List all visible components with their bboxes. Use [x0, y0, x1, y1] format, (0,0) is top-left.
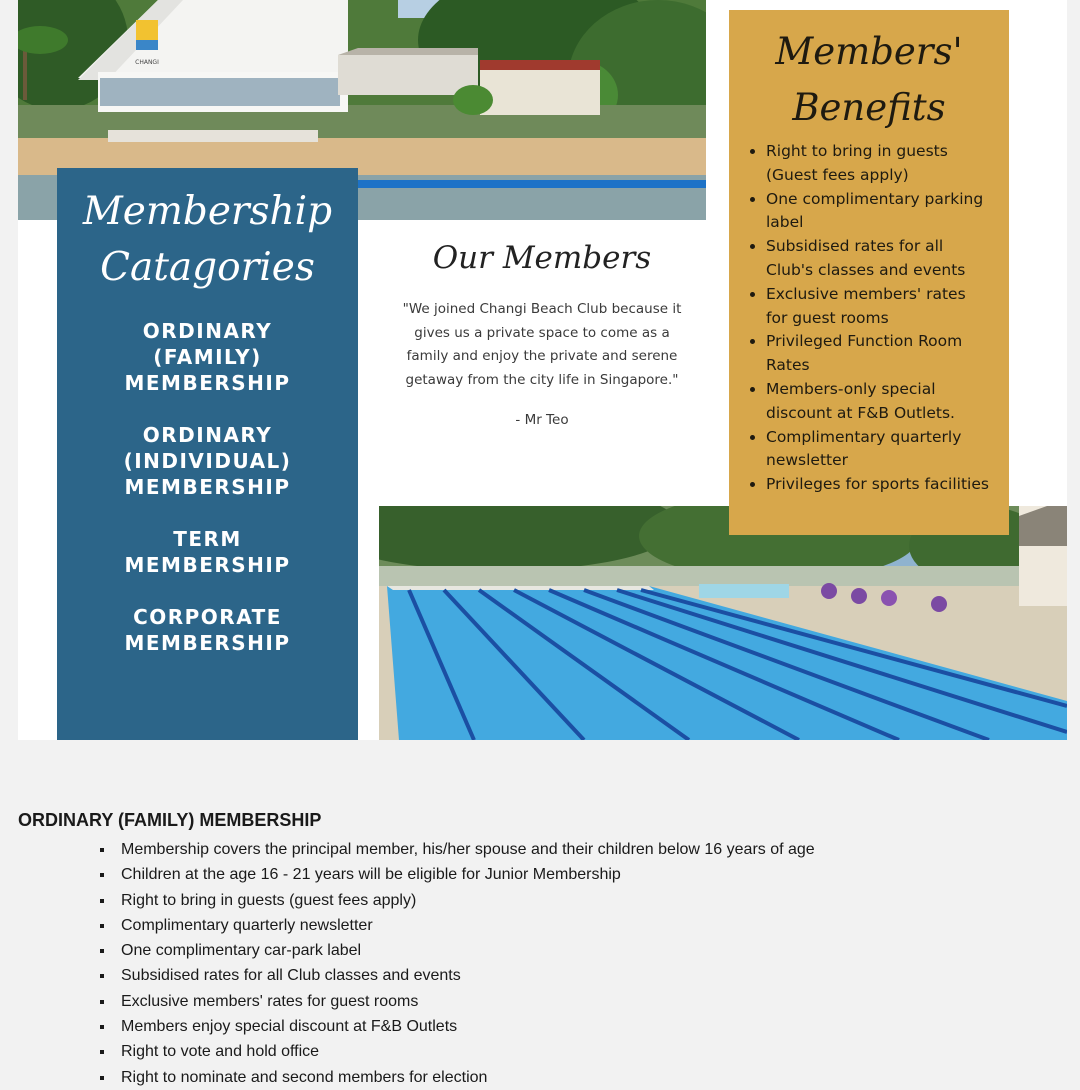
- detail-item: ▪ Complimentary quarterly newsletter: [115, 913, 1068, 938]
- detail-list: [18, 837, 1068, 1090]
- detail-item: ▪ Right to bring in guests (guest fees apply): [115, 888, 1068, 913]
- detail-item: ▪ One complimentary car-park label: [115, 938, 1068, 963]
- benefit-item: • Complimentary quarterly newsletter: [766, 426, 991, 474]
- testimonial-quote: "We joined Changi Beach Club because it gives us a private space to come as a family and enjoy the private and serene getaway from the city life in Singapore.": [402, 301, 682, 388]
- detail-item: ▪ Right to nominate and second members for election: [115, 1065, 1068, 1090]
- categories-list: [57, 318, 358, 656]
- detail-item: ▪ Members enjoy special discount at F&B Outlets: [115, 1014, 1068, 1039]
- category-ordinary-family: ORDINARY (FAMILY) MEMBERSHIP: [124, 319, 291, 395]
- benefit-item: • Privileges for sports facilities: [766, 473, 991, 497]
- detail-item: ▪ Membership covers the principal member, his/her spouse and their children below 16 years of age: [115, 837, 1068, 862]
- category-term: TERM MEMBERSHIP: [124, 527, 291, 577]
- our-members-section: [388, 240, 696, 428]
- category-ordinary-individual: ORDINARY (INDIVIDUAL) MEMBERSHIP: [123, 423, 292, 499]
- testimonial-author: - Mr Teo: [515, 412, 569, 428]
- detail-item: ▪ Children at the age 16 - 21 years will be eligible for Junior Membership: [115, 862, 1068, 887]
- membership-flyer: [18, 0, 1067, 740]
- benefits-list: [729, 140, 1009, 497]
- our-members-title: Our Members: [432, 240, 652, 276]
- benefit-item: • Exclusive members' rates for guest rooms: [766, 283, 991, 331]
- detail-item: ▪ Subsidised rates for all Club classes and events: [115, 963, 1068, 988]
- members-benefits-panel: [729, 10, 1009, 535]
- club-sign-text: CHANGI: [135, 59, 159, 66]
- benefit-item: • Subsidised rates for all Club's classes and events: [766, 235, 991, 283]
- categories-title: Membership Catagories: [82, 189, 333, 290]
- benefits-title: Members' Benefits: [775, 30, 963, 129]
- swimming-pool-photo: [379, 506, 1067, 740]
- category-corporate: CORPORATE MEMBERSHIP: [124, 605, 291, 655]
- benefit-item: • Right to bring in guests (Guest fees apply): [766, 140, 991, 188]
- benefit-item: • Privileged Function Room Rates: [766, 330, 991, 378]
- membership-categories-panel: [57, 168, 358, 740]
- detail-item: ▪ Exclusive members' rates for guest rooms: [115, 989, 1068, 1014]
- ordinary-family-details: [18, 808, 1068, 1090]
- detail-item: ▪ Right to vote and hold office: [115, 1039, 1068, 1064]
- benefit-item: • Members-only special discount at F&B Outlets.: [766, 378, 991, 426]
- benefit-item: • One complimentary parking label: [766, 188, 991, 236]
- detail-heading: ORDINARY (FAMILY) MEMBERSHIP: [18, 810, 322, 830]
